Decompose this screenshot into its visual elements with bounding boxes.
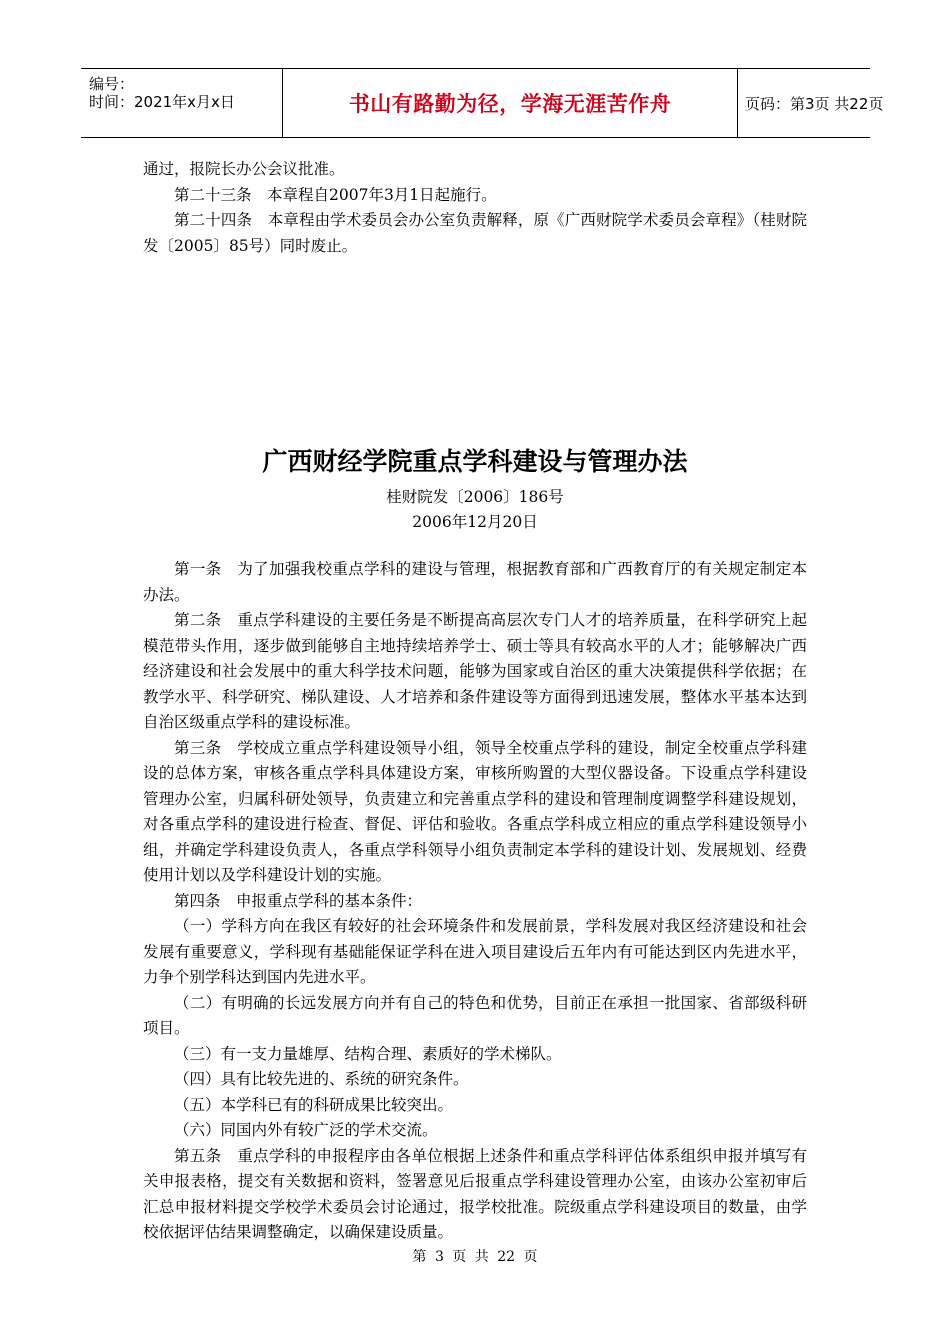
clause-paragraph: （三）有一支力量雄厚、结构合理、素质好的学术梯队。 xyxy=(174,1044,562,1063)
document-body xyxy=(143,557,807,1246)
clause-paragraph: （二）有明确的长远发展方向并有自己的特色和优势，目前正在承担一批国家、省部级科研项目。 xyxy=(143,993,807,1037)
clause-paragraph: （四）具有比较先进的、系统的研究条件。 xyxy=(174,1070,469,1088)
article-paragraph: 第一条 为了加强我校重点学科的建设与管理，根据教育部和广西教育厅的有关规定制定本办法。 xyxy=(143,560,807,604)
clause-paragraph: （一）学科方向在我区有较好的社会环境条件和发展前景，学科发展对我区经济建设和社会发展有重要意义，学科现有基础能保证学科在进入项目建设后五年内有可能达到区内先进水平，力争个别学科达到国内先进水平。 xyxy=(143,917,807,986)
article-paragraph: 第五条 重点学科的申报程序由各单位根据上述条件和重点学科评估体系组织申报并填写有关申报表格，提交有关数据和资料，签署意见后报重点学科建设管理办公室，由该办公室初审后汇总申报材料提交学校学术委员会讨论通过，报学校批准。院级重点学科建设项目的数量，由学校依据评估结果调整确定，以确保建设质量。 xyxy=(143,1146,807,1241)
clause-paragraph: （六）同国内外有较广泛的学术交流。 xyxy=(174,1121,438,1139)
header-motto: 书山有路勤为径，学海无涯苦作舟 xyxy=(282,69,738,137)
previous-section-end xyxy=(143,157,807,259)
article-paragraph: 第四条 申报重点学科的基本条件： xyxy=(174,891,423,910)
document-date: 2006年12月20日 xyxy=(412,513,538,531)
page-footer: 第 3 页 共 22 页 xyxy=(412,1249,538,1265)
number-label: 编号： xyxy=(89,75,135,93)
time-label: 时间：2021年x月x日 xyxy=(89,93,235,111)
document-title: 广西财经学院重点学科建设与管理办法 xyxy=(262,447,688,476)
paragraph: 第二十四条 本章程由学术委员会办公室负责解释，原《广西财院学术委员会章程》（桂财院发〔2005〕85号）同时废止。 xyxy=(143,211,807,255)
article-paragraph: 第二条 重点学科建设的主要任务是不断提高高层次专门人才的培养质量，在科学研究上起模范带头作用，逐步做到能够自主地持续培养学士、硕士等具有较高水平的人才；能够解决广西经济建设和社会发展中的重大科学技术问题，能够为国家或自治区的重大决策提供科学依据；在教学水平、科学研究、梯队建设、人才培养和条件建设等方面得到迅速发展，整体水平基本达到自治区级重点学科的建设标准。 xyxy=(143,611,807,731)
header-page-info: 页码：第3页 共22页 xyxy=(745,94,884,113)
document-number: 桂财院发〔2006〕186号 xyxy=(386,488,564,506)
header-meta-cell xyxy=(81,69,282,137)
page-header xyxy=(81,68,884,138)
paragraph: 通过，报院长办公会议批准。 xyxy=(143,160,345,178)
paragraph: 第二十三条 本章程自2007年3月1日起施行。 xyxy=(174,185,497,204)
article-paragraph: 第三条 学校成立重点学科建设领导小组，领导全校重点学科的建设，制定全校重点学科建设的总体方案，审核各重点学科具体建设方案，审核所购置的大型仪器设备。下设重点学科建设管理办公室，归属科研处领导，负责建立和完善重点学科的建设和管理制度调整学科建设规划，对各重点学科的建设进行检查、督促、评估和验收。各重点学科成立相应的重点学科建设领导小组，并确定学科建设负责人，各重点学科领导小组负责制定本学科的建设计划、发展规划、经费使用计划以及学科建设计划的实施。 xyxy=(143,738,807,884)
clause-paragraph: （五）本学科已有的科研成果比较突出。 xyxy=(174,1095,454,1114)
